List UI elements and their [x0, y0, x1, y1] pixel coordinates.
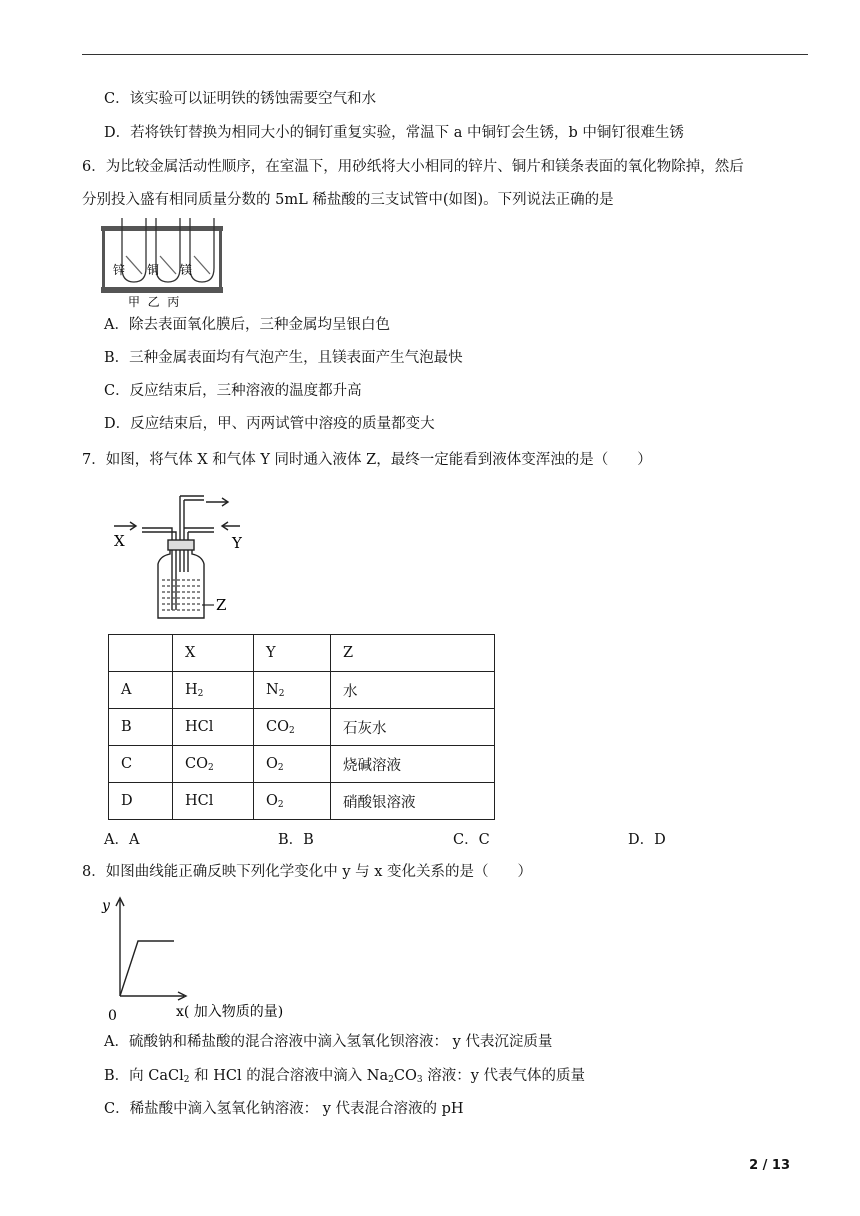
- table-cell: B: [109, 709, 173, 746]
- q6-option-b: B．三种金属表面均有气泡产生，且镁表面产生气泡最快: [104, 350, 463, 366]
- table-header-cell: Y: [254, 635, 331, 672]
- q6-test-tube-figure: [100, 216, 224, 308]
- q6-option-d: D．反应结束后，甲、丙两试管中溶疫的质量都变大: [104, 416, 435, 432]
- q7-answer-a: A．A: [104, 832, 140, 848]
- q6-stem-line1: 6．为比较金属活动性顺序，在室温下，用砂纸将大小相同的锌片、铜片和镁条表面的氧化物除掉，然后: [82, 159, 744, 175]
- q8-option-a: A．硫酸钠和稀盐酸的混合溶液中滴入氢氧化钡溶液： y 代表沉淀质量: [104, 1034, 553, 1050]
- q8-option-c: C．稀盐酸中滴入氢氧化钠溶液： y 代表混合溶液的 pH: [104, 1101, 464, 1117]
- q7-options-table: [108, 634, 495, 820]
- q7-answer-b: B．B: [278, 832, 314, 848]
- q7-stem: 7．如图，将气体 X 和气体 Y 同时通入液体 Z，最终一定能看到液体变浑浊的是（ ）: [82, 452, 652, 468]
- axis-label-y: y: [102, 898, 110, 914]
- header-rule: [82, 54, 808, 55]
- tube-label-copper: 铜: [147, 263, 160, 277]
- q7-answer-c: C．C: [453, 832, 490, 848]
- table-cell: $H_2$: [173, 672, 254, 709]
- q6-option-a: A．除去表面氧化膜后，三种金属均呈银白色: [104, 317, 390, 333]
- table-cell: 烧碱溶液: [331, 746, 495, 783]
- table-header-cell: Z: [331, 635, 495, 672]
- table-cell: HCl: [173, 783, 254, 820]
- page-number: 2 / 13: [749, 1158, 790, 1173]
- tube-labels-row: 甲 乙 丙: [128, 295, 180, 308]
- tube-label-zinc: 锌: [113, 263, 126, 277]
- q5-option-c: C．该实验可以证明铁的锈蚀需要空气和水: [104, 91, 377, 107]
- table-cell: D: [109, 783, 173, 820]
- table-cell: C: [109, 746, 173, 783]
- table-header-cell: X: [173, 635, 254, 672]
- table-cell: $CO_2$: [173, 746, 254, 783]
- gas-label-x: X: [114, 532, 125, 550]
- table-cell: $CO_2$: [254, 709, 331, 746]
- q8-stem: 8．如图曲线能正确反映下列化学变化中 y 与 x 变化关系的是（ ）: [82, 864, 533, 880]
- table-cell: HCl: [173, 709, 254, 746]
- table-cell: A: [109, 672, 173, 709]
- q8-curve-figure: [96, 894, 316, 1026]
- q8-option-b: B．向 CaCl$_2$ 和 HCl 的混合溶液中滴入 $Na_2CO_3$ 溶液：y 代表气体的质量: [104, 1068, 586, 1085]
- q5-option-d: D．若将铁钉替换为相同大小的铜钉重复实验，常温下 a 中铜钉会生锈，b 中铜钉很难生锈: [104, 125, 684, 141]
- axis-origin-label: 0: [108, 1008, 117, 1024]
- table-row: [109, 709, 495, 746]
- table-cell: $O_2$: [254, 746, 331, 783]
- table-cell: 水: [331, 672, 495, 709]
- q7-answer-d: D．D: [628, 832, 666, 848]
- gas-label-y: Y: [232, 534, 242, 552]
- table-cell: $O_2$: [254, 783, 331, 820]
- tube-label-magnesium: 镁: [180, 263, 193, 277]
- table-row: [109, 672, 495, 709]
- table-cell: 石灰水: [331, 709, 495, 746]
- q6-stem-line2: 分别投入盛有相同质量分数的 5mL 稀盐酸的三支试管中(如图)。下列说法正确的是: [82, 192, 614, 208]
- table-cell: 硝酸银溶液: [331, 783, 495, 820]
- table-header-row: [109, 635, 495, 672]
- q7-gas-bottle-figure: [110, 488, 260, 623]
- table-header-cell: [109, 635, 173, 672]
- table-cell: $N_2$: [254, 672, 331, 709]
- q6-option-c: C．反应结束后，三种溶液的温度都升高: [104, 383, 362, 399]
- liquid-label-z: Z: [216, 596, 227, 614]
- axis-label-x: x( 加入物质的量): [176, 1004, 284, 1020]
- table-row: [109, 783, 495, 820]
- table-row: [109, 746, 495, 783]
